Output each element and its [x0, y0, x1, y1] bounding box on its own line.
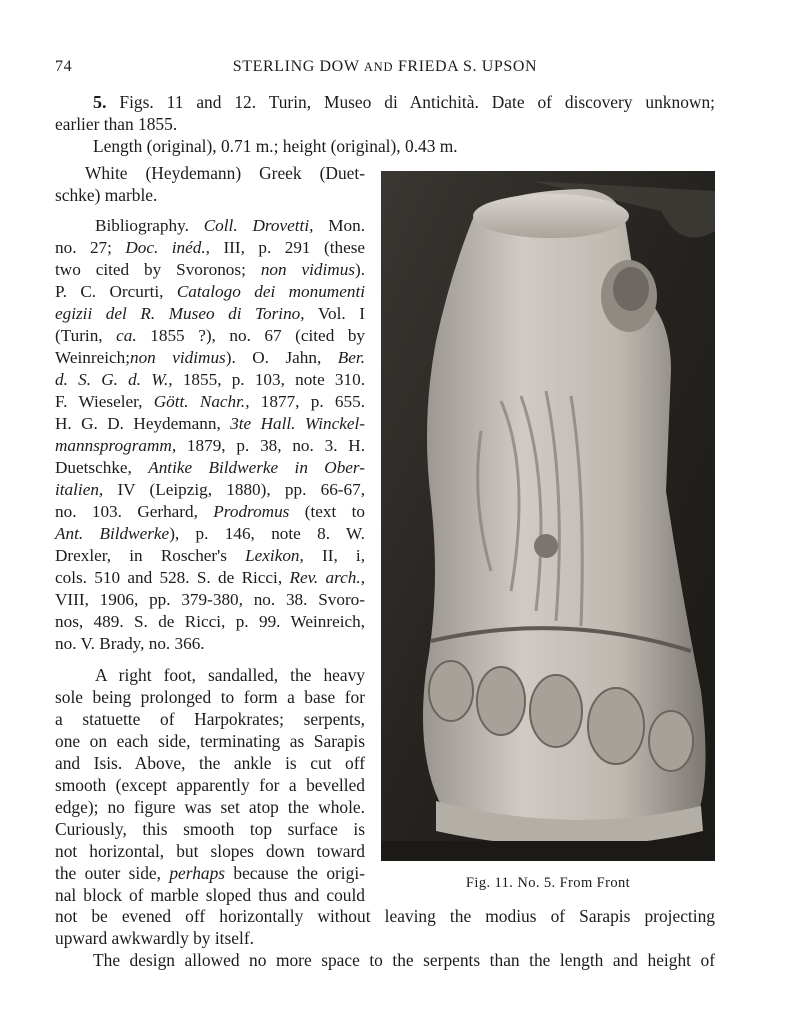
desc-line: the outer side, perhaps because the origi- [55, 863, 365, 883]
bib-line: mannsprogramm, 1879, p. 38, no. 3. H. [55, 436, 365, 455]
bib-line: H. G. D. Heydemann, 3te Hall. Winckel- [55, 414, 366, 433]
bib-line: Ant. Bildwerke), p. 146, note 8. W. [55, 524, 365, 543]
desc-line: edge); no figure was set atop the whole. [55, 797, 365, 817]
desc-line: smooth (except apparently for a bevelled [55, 775, 365, 795]
bib-line: VIII, 1906, pp. 379-380, no. 38. Svoro- [55, 590, 365, 609]
desc-line: sole being prolonged to form a base for [55, 687, 365, 707]
bibliography [55, 215, 365, 655]
entry-line-1-text: Figs. 11 and 12. Turin, Museo di Antichità. Date of discovery unknown; [119, 92, 715, 112]
description-paragraph [55, 664, 365, 906]
author-1: STERLING DOW [232, 58, 360, 75]
marble-line-1: White (Heydemann) Greek (Duet- [85, 163, 365, 183]
bib-line: Bibliography. Coll. Drovetti, Mon. [95, 216, 365, 235]
bib-line: d. S. G. d. W., 1855, p. 103, note 310. [55, 370, 365, 389]
desc-line: A right foot, sandalled, the heavy [95, 665, 365, 685]
desc-line: and Isis. Above, the ankle is cut off [55, 753, 365, 773]
marble-paragraph [55, 162, 365, 206]
bib-line: no. 103. Gerhard, Prodromus (text to [55, 502, 365, 521]
desc-line: one on each side, terminating as Sarapis [55, 731, 365, 751]
entry-line-1 [55, 92, 715, 114]
marble-foot-illustration [381, 171, 715, 861]
figure-caption: Fig. 11. No. 5. From Front [465, 875, 631, 891]
desc-line-full: upward awkwardly by itself. [55, 928, 254, 948]
bib-line: F. Wieseler, Gött. Nachr., 1877, p. 655. [55, 392, 365, 411]
page-number: 74 [55, 58, 73, 75]
bib-line: no. 27; Doc. inéd., III, p. 291 (these [55, 238, 366, 257]
entry-dimensions: Length (original), 0.71 m.; height (original), 0.43 m. [93, 136, 458, 156]
desc-line: not horizontal, but slopes down toward [55, 841, 365, 861]
entry-number: 5. [93, 92, 107, 112]
bib-line: two cited by Svoronos; non vidimus). [55, 260, 366, 279]
running-title [55, 58, 715, 76]
figure-photo [381, 171, 715, 861]
bib-line: cols. 510 and 528. S. de Ricci, Rev. arch., [55, 568, 365, 587]
bib-line: Duetschke, Antike Bildwerke in Ober- [55, 458, 365, 477]
marble-line-2: schke) marble. [55, 185, 158, 205]
author-2: FRIEDA S. UPSON [397, 58, 538, 75]
bib-line: italien, IV (Leipzig, 1880), pp. 66-67, [55, 480, 365, 499]
entry-line-2: earlier than 1855. [55, 114, 178, 134]
desc-line-full: not be evened off horizontally without leaving the modius of Sarapis projecting [55, 906, 715, 926]
bib-line: P. C. Orcurti, Catalogo dei monumenti [55, 282, 365, 301]
desc-line: Curiously, this smooth top surface is [55, 819, 365, 839]
desc-line-full: The design allowed no more space to the serpents than the length and height of [93, 950, 715, 970]
bib-line: Weinreich;non vidimus). O. Jahn, Ber. [55, 348, 366, 367]
bib-line: egizii del R. Museo di Torino, Vol. I [55, 304, 365, 323]
desc-line: a statuette of Harpokrates; serpents, [55, 709, 365, 729]
bib-line: nos, 489. S. de Ricci, p. 99. Weinreich, [55, 612, 365, 631]
and-word: AND [363, 60, 394, 74]
desc-line: nal block of marble sloped thus and could [55, 885, 365, 905]
bib-line: no. V. Brady, no. 366. [55, 634, 205, 653]
bib-line: Drexler, in Roscher's Lexikon, II, i, [55, 546, 366, 565]
running-header [55, 58, 715, 82]
bib-line: (Turin, ca. 1855 ?), no. 67 (cited by [55, 326, 366, 345]
